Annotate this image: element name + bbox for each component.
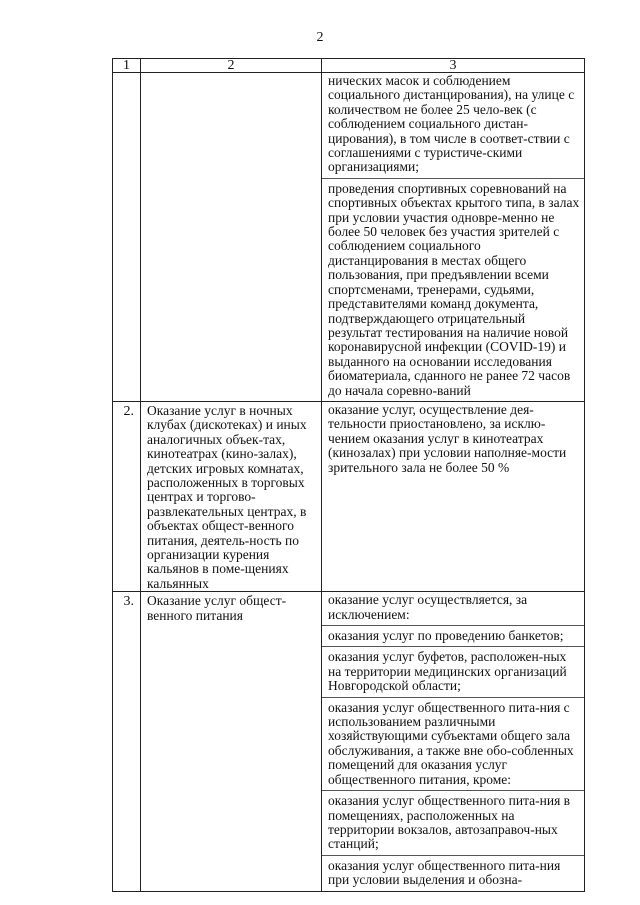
table-row (113, 401, 585, 591)
conditions-cell (322, 73, 585, 402)
table-row (113, 73, 585, 402)
row-number (113, 73, 141, 402)
condition-paragraph: оказания услуг общественного пита-ния в помещениях, расположенных на территории вокзалов, автозаправоч-ных станций; (322, 794, 584, 856)
condition-paragraph: оказания услуг общественного пита-ния с использованием различными хозяйствующими субъектами общего зала обслуживания, а также вне обо-собленных помещений для оказания услуг общественного питания, кроме: (322, 701, 584, 791)
column-header-1: 1 (113, 59, 141, 73)
table-row (113, 592, 585, 891)
condition-paragraph: оказания услуг по проведению банкетов; (322, 629, 584, 647)
service-cell: Оказание услуг общест-венного питания (141, 592, 322, 891)
condition-paragraph: оказания услуг общественного пита-ния при условии выделения и обозна- (328, 857, 561, 888)
row-number: 3. (113, 592, 141, 891)
conditions-cell (322, 401, 585, 591)
conditions-cell (322, 592, 585, 891)
column-header-3: 3 (322, 59, 585, 73)
condition-paragraph: оказание услуг осуществляется, за исключением: (322, 593, 584, 626)
condition-paragraph: нических масок и соблюдением социального дистанцирования), на улице с количеством не более 25 чело-век (с соблюдением социального дистан-цирования), в том числе в соответ-ствии с соглашениями с туристиче-скими организациями; (322, 74, 584, 179)
condition-paragraph: проведения спортивных соревнований на спортивных объектах крытого типа, в залах при условии участия одновре-менно не более 50 человек без участия зрителей с соблюдением социального дистанцирования в местах общего пользования, при предъявлении всеми спортсменами, тренерами, судьями, представителями команд документа, подтверждающего отрицательный результат тестирования на наличие новой коронавирусной инфекции (COVID-19) и выданного на основании исследования биоматериала, сданного не ранее 72 часов до начала соревно-ваний (328, 180, 580, 398)
service-cell: Оказание услуг в ночных клубах (дискотеках) и иных аналогичных объек-тах, кинотеатрах (кино-залах), детских игровых комнатах, расположенных в торговых центрах и торгово-развлекательных центрах, в объектах общест-венного питания, деятель-ность по организации курения кальянов в поме-щениях кальянных (141, 401, 322, 591)
regulation-table (112, 58, 585, 892)
table-header-row (113, 59, 585, 73)
row-number: 2. (113, 401, 141, 591)
condition-paragraph: оказание услуг, осуществление дея-тельности приостановлено, за исклю-чением оказания услуг в кинотеатрах (кинозалах) при условии наполняе-мости зрительного зала не более 50 % (328, 401, 567, 475)
service-cell (141, 73, 322, 402)
condition-paragraph: оказания услуг буфетов, расположен-ных на территории медицинских организаций Новгородской области; (322, 650, 584, 697)
page-number: 2 (316, 30, 324, 45)
column-header-2: 2 (141, 59, 322, 73)
